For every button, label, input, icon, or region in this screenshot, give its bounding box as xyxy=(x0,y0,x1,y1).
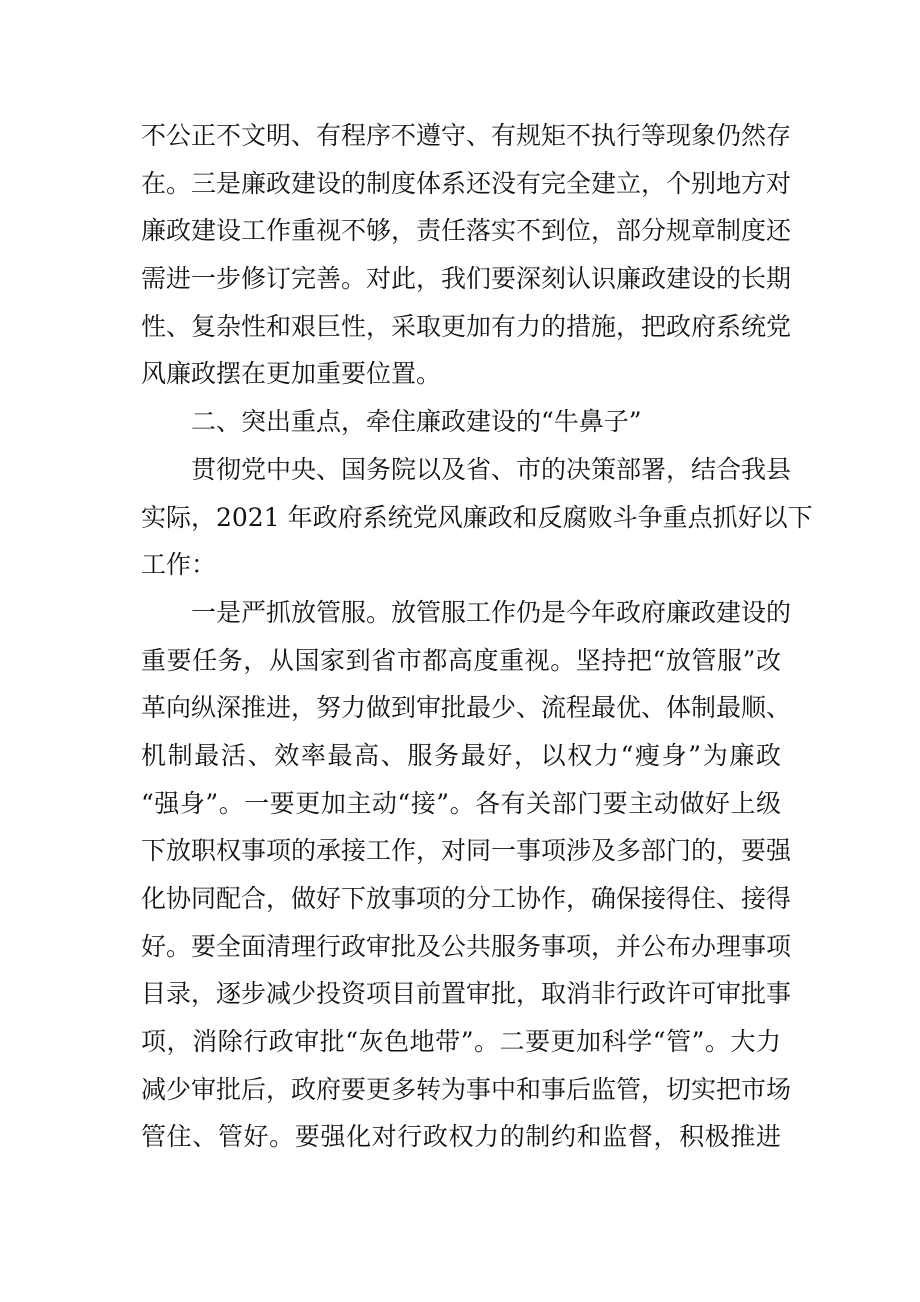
text-line: 下放职权事项的承接工作，对同一事项涉及多部门的，要强 xyxy=(141,836,792,866)
text-line: 贯彻党中央、国务院以及省、市的决策部署，结合我县 xyxy=(191,454,792,484)
text-line: 重要任务，从国家到省市都高度重视。坚持把“放管服”改 xyxy=(141,645,781,675)
text-line: 在。三是廉政建设的制度体系还没有完全建立，个别地方对 xyxy=(141,168,792,198)
text-line: 廉政建设工作重视不够，责任落实不到位，部分规章制度还 xyxy=(141,216,792,246)
text-line: 项，消除行政审批“灰色地带”。二要更加科学“管”。大力 xyxy=(141,1027,781,1057)
text-line: 性、复杂性和艰巨性，采取更加有力的措施，把政府系统党 xyxy=(141,311,792,341)
text-line: 管住、管好。要强化对行政权力的制约和监督，积极推进 xyxy=(141,1122,781,1152)
text-line: 工作： xyxy=(141,550,217,580)
text-line: 化协同配合，做好下放事项的分工协作，确保接得住、接得 xyxy=(141,884,792,913)
text-line: 革向纵深推进，努力做到审批最少、流程最优、体制最顺、 xyxy=(141,693,792,723)
text-line: 实际，2021 年政府系统党风廉政和反腐败斗争重点抓好以下 xyxy=(141,502,813,532)
text-line: 一是严抓放管服。放管服工作仍是今年政府廉政建设的 xyxy=(191,597,792,627)
text-line: 不公正不文明、有程序不遵守、有规矩不执行等现象仍然存 xyxy=(141,121,792,150)
text-line: “强身”。一要更加主动“接”。各有关部门要主动做好上级 xyxy=(141,788,781,818)
text-line: 风廉政摆在更加重要位置。 xyxy=(141,359,442,389)
text-line: 好。要全面清理行政审批及公共服务事项，并公布办理事项 xyxy=(141,931,792,961)
text-line: 目录，逐步减少投资项目前置审批，取消非行政许可审批事 xyxy=(141,979,792,1009)
text-line: 减少审批后，政府要更多转为事中和事后监管，切实把市场 xyxy=(141,1074,792,1104)
text-line: 需进一步修订完善。对此，我们要深刻认识廉政建设的长期 xyxy=(141,264,792,294)
section-heading: 二、突出重点，牵住廉政建设的“牛鼻子” xyxy=(191,407,642,437)
text-line: 机制最活、效率最高、服务最好，以权力“瘦身”为廉政 xyxy=(141,740,781,770)
document-body xyxy=(141,112,813,1161)
